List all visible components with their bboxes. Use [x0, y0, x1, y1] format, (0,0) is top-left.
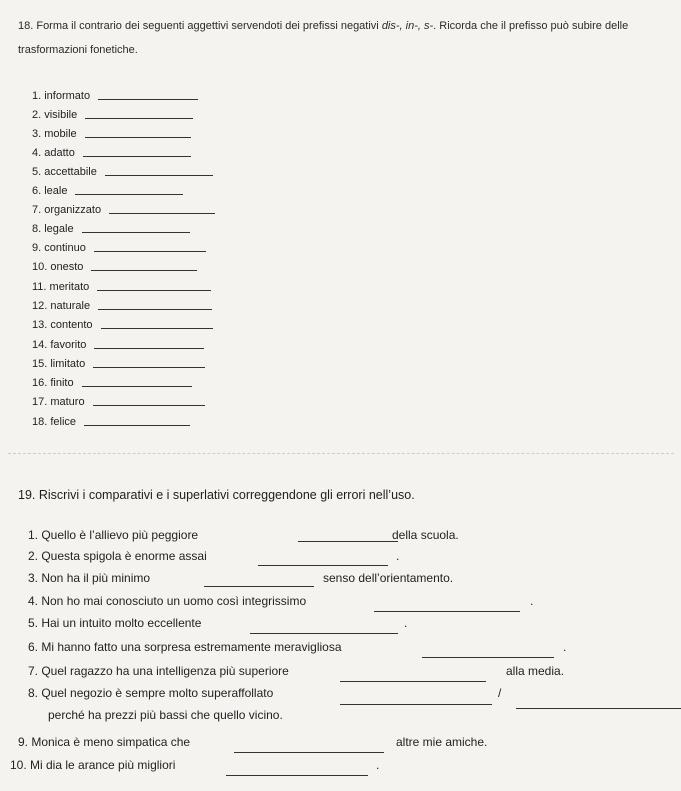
answer-blank[interactable]	[98, 98, 198, 100]
answer-blank[interactable]	[516, 708, 681, 709]
section-divider	[8, 453, 674, 454]
answer-blank[interactable]	[101, 327, 213, 329]
answer-blank[interactable]	[226, 775, 368, 776]
answer-blank[interactable]	[258, 565, 388, 566]
answer-blank[interactable]	[94, 250, 206, 252]
answer-blank[interactable]	[204, 586, 314, 587]
list-item: 10. onesto	[32, 253, 197, 273]
answer-blank[interactable]	[97, 289, 211, 291]
list-item: 11. meritato	[32, 273, 211, 293]
list-item: 4. adatto	[32, 139, 191, 159]
answer-blank[interactable]	[84, 424, 190, 426]
answer-blank[interactable]	[82, 231, 190, 233]
list-item: 17. maturo	[32, 388, 205, 408]
answer-blank[interactable]	[82, 385, 192, 387]
answer-blank[interactable]	[340, 681, 486, 682]
answer-blank[interactable]	[422, 657, 554, 658]
exercise-19-instructions: 19. Riscrivi i comparativi e i superlativi correggendone gli errori nell’uso.	[18, 488, 415, 502]
answer-blank[interactable]	[93, 366, 205, 368]
list-item: 16. finito	[32, 369, 192, 389]
ex18-title-prefix: 18. Forma il contrario dei seguenti aggettivi servendoti dei prefissi negativi	[18, 20, 382, 32]
list-item: 8. legale	[32, 215, 190, 235]
answer-blank[interactable]	[93, 404, 205, 406]
list-item: 2. visibile	[32, 101, 193, 121]
answer-blank[interactable]	[83, 155, 191, 157]
answer-blank[interactable]	[98, 308, 212, 310]
list-item: 15. limitato	[32, 350, 205, 370]
answer-blank[interactable]	[340, 704, 492, 705]
list-item: 1. informato	[32, 82, 198, 102]
exercise-18-instructions	[18, 14, 668, 62]
list-item: 3. mobile	[32, 120, 191, 140]
answer-blank[interactable]	[105, 174, 213, 176]
list-item: 6. leale	[32, 177, 183, 197]
answer-blank[interactable]	[94, 347, 204, 349]
list-item: 14. favorito	[32, 331, 204, 351]
list-item: 5. accettabile	[32, 158, 213, 178]
answer-blank[interactable]	[234, 752, 384, 753]
list-item: 18. felice	[32, 408, 190, 428]
answer-blank[interactable]	[85, 117, 193, 119]
ex18-prefixes: dis-, in-, s-	[381, 20, 434, 32]
answer-blank[interactable]	[109, 212, 215, 214]
answer-blank[interactable]	[91, 269, 197, 271]
answer-blank[interactable]	[298, 541, 398, 542]
answer-blank[interactable]	[75, 193, 183, 195]
answer-blank[interactable]	[85, 136, 191, 138]
answer-blank[interactable]	[374, 611, 520, 612]
list-item: 12. naturale	[32, 292, 212, 312]
answer-blank[interactable]	[250, 633, 398, 634]
list-item: 9. continuo	[32, 234, 206, 254]
worksheet-page: 18. Forma il contrario dei seguenti aggettivi servendoti dei prefissi negativi dis-, in-, s-. Ricorda che il prefisso può subire delle trasformazioni fonetiche. 1. informato 2. visibile 3. mobile 4. adatto 5. accettabile 6. leale 7. organizzato 8. legale 9. continuo 10. onesto 11. meritato 12. naturale 13. contento 14. favorito 15. limitato 16. finito 17. maturo 18. felice 19. Riscrivi i comparativi e i superlativi correggendone gli errori nell’uso. 1. Quello è l’allievo più peggiore della scuola. 2. Questa spigola è enorme assai . 3. Non ha il più minimo senso dell’orientamento. 4. Non ho mai conosciuto un uomo così integrissimo . 5. Hai un intuito molto eccellente . 6. Mi hanno fatto una sorpresa estremamente meravigliosa . 7. Quel ragazzo ha una intelligenza più superiore alla media. 8. Quel negozio è sempre molto superaffollato / perché ha prezzi più bassi che quello vicino. 9. Monica è meno simpatica che altre mie amiche. 10. Mi dia le arance più migliori .	[0, 0, 681, 791]
list-item: 7. organizzato	[32, 196, 215, 216]
list-item: 13. contento	[32, 311, 213, 331]
ex18-title-suffix: . Ricorda che il prefisso può subire delle trasformazioni fonetiche.	[18, 20, 629, 56]
